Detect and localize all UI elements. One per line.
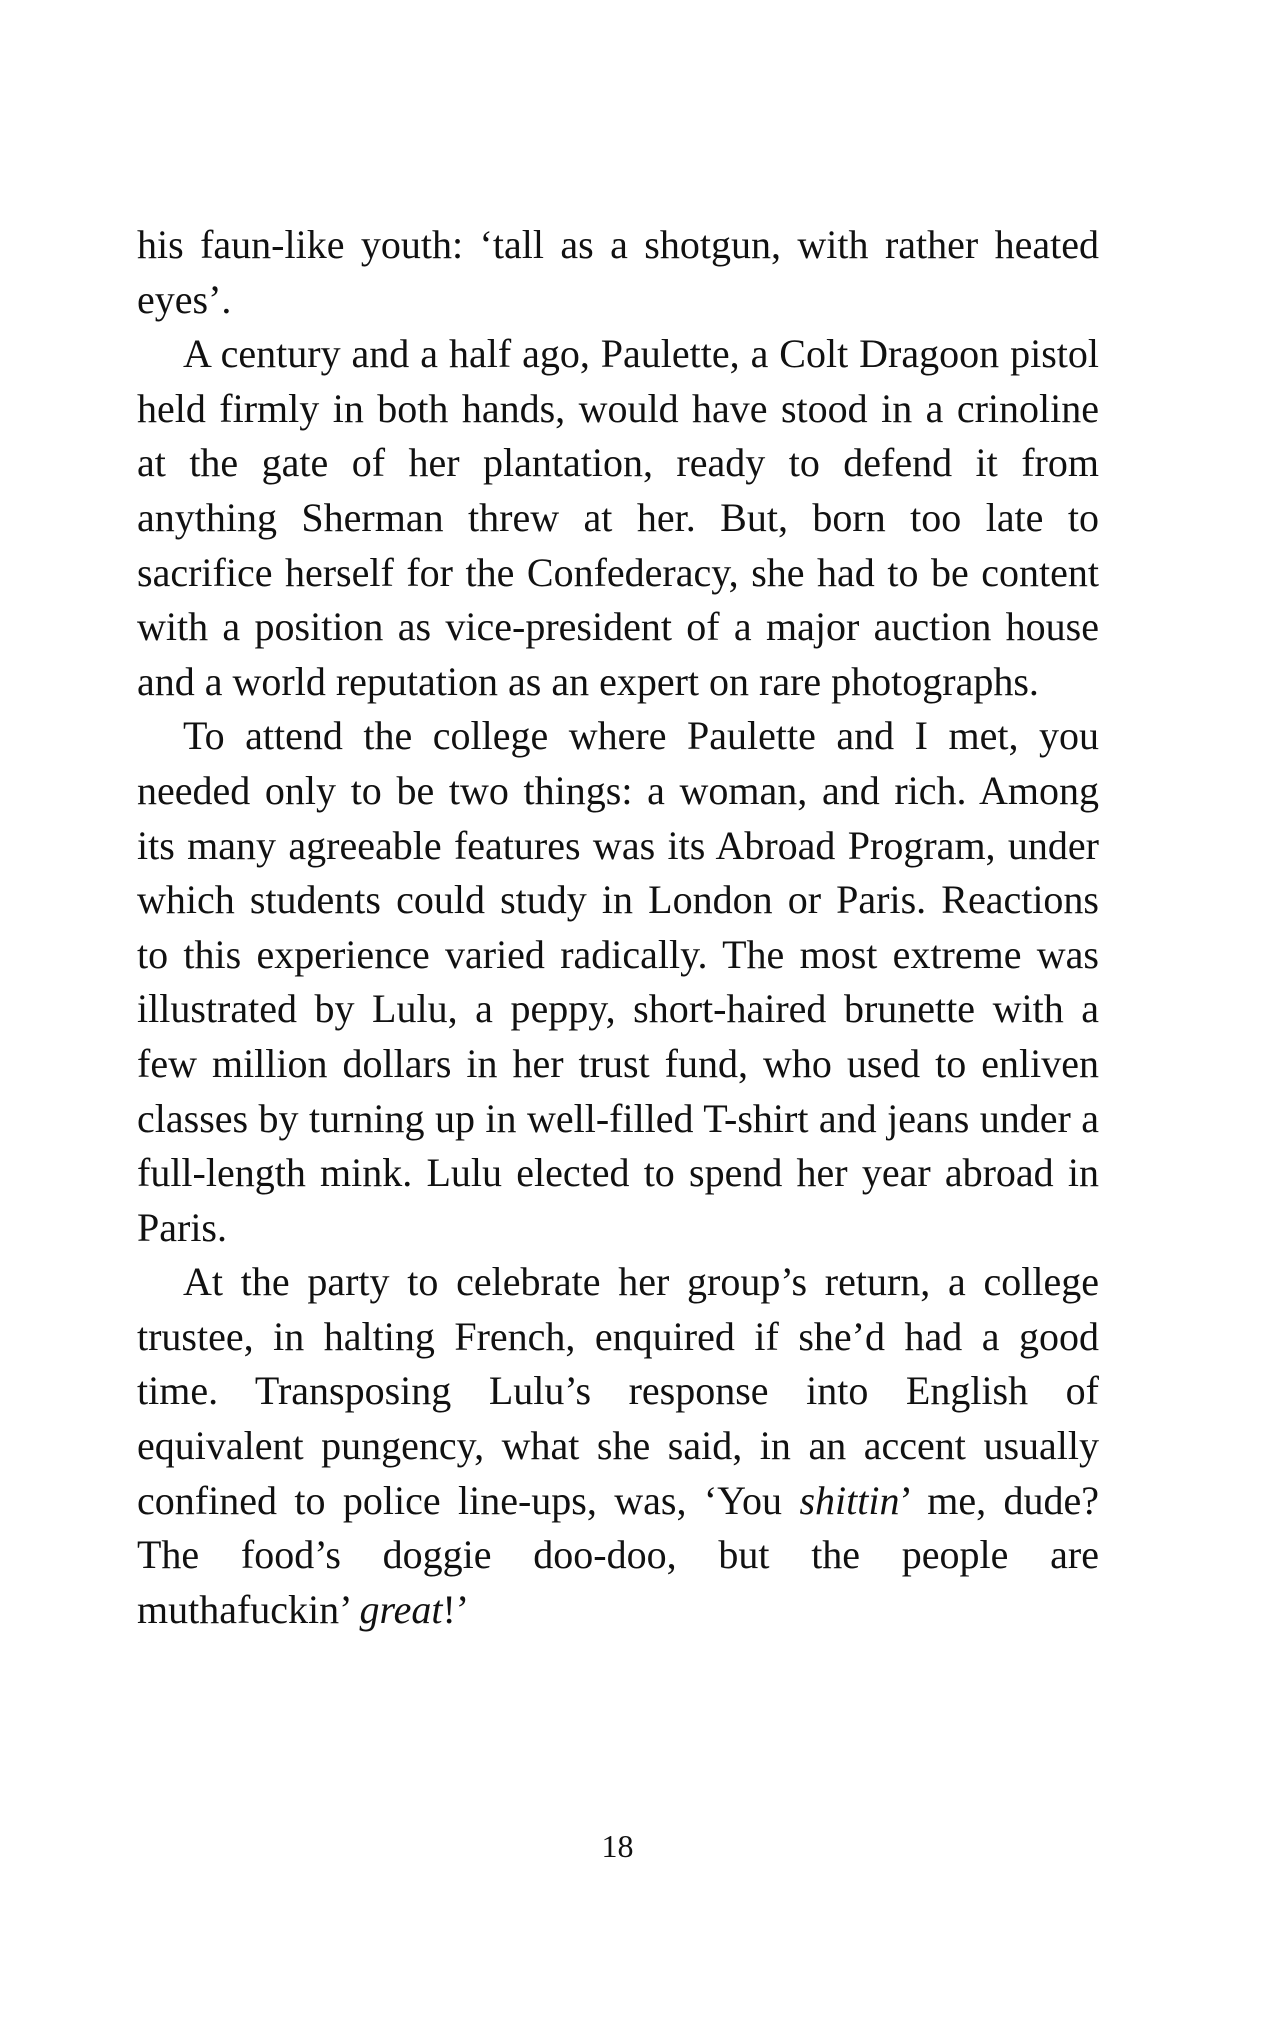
paragraph-party: At the party to celebrate her group’s return, a college trustee, in halting French, enquired if she’d had a good time. Transposing Lulu’s response into English of equivalent pungency, what she said, in an accent usually confined to police line-ups, was, ‘You shittin’ me, dude? The food’s doggie doo-doo, but the people are muthafuckin’ great!’ bbox=[137, 1259, 1099, 1632]
paragraph-continuation: his faun-like youth: ‘tall as a shotgun, with rather heated eyes’. bbox=[137, 222, 1099, 322]
paragraph-college: To attend the college where Paulette and I met, you needed only to be two things: a woman, and rich. Among its many agreeable features was its Abroad Program, under which students could study in London or Paris. Reactions to this experience varied radically. The most extreme was illustrated by Lulu, a peppy, short-haired brunette with a few million dollars in her trust fund, who used to enliven classes by turning up in well-filled T-shirt and jeans under a full-length mink. Lulu elected to spend her year abroad in Paris. bbox=[137, 713, 1099, 1250]
body-text bbox=[137, 218, 1099, 1637]
italic-great: great bbox=[359, 1586, 443, 1632]
italic-shittin: shittin bbox=[799, 1477, 900, 1523]
paragraph-paulette: A century and a half ago, Paulette, a Colt Dragoon pistol held firmly in both hands, would have stood in a crinoline at the gate of her plantation, ready to defend it from anything Sherman threw at her. But, born too late to sacrifice herself for the Confederacy, she had to be content with a position as vice-president of a major auction house and a world reputation as an expert on rare photographs. bbox=[137, 331, 1099, 704]
page-number: 18 bbox=[601, 1828, 634, 1864]
